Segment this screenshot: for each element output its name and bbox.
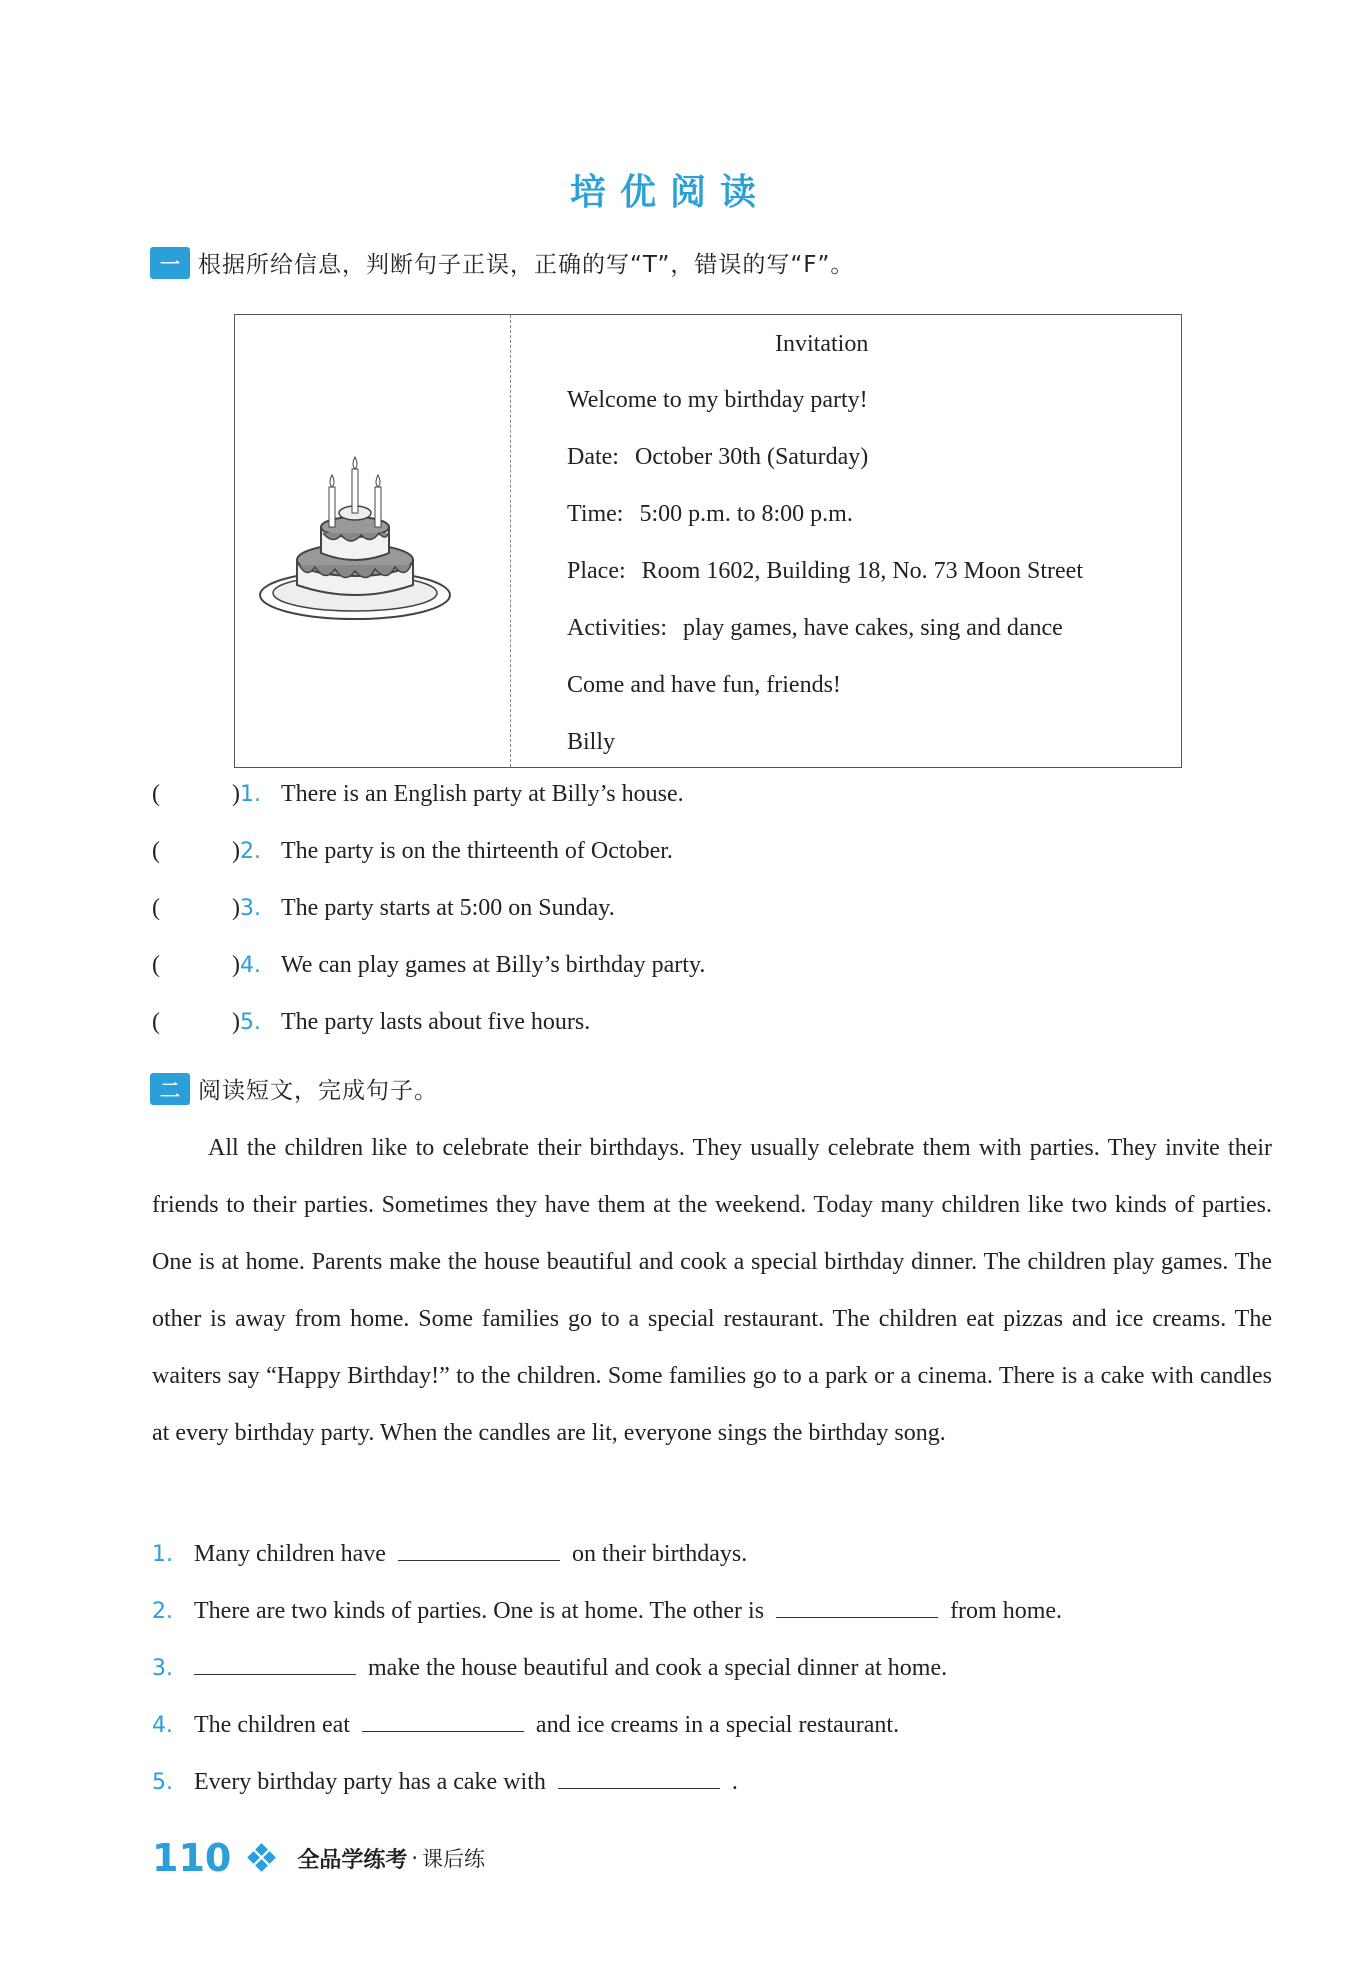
reading-passage: All the children like to celebrate their birthdays. They usually celebrate them with parties. They invite their friends to their parties. Sometimes they have them at the weekend. Today many children like two kinds of parties. One is at home. Parents make the house beautiful and cook a special birthday dinner. The children play games. The other is away from home. Some families go to a special restaurant. The children eat pizzas and ice creams. The waiters say “Happy Birthday!” to the children. Some families go to a park or a cinema. There is a cake with candles at every birthday party. When the candles are lit, everyone sings the birthday song. [152, 1135, 1272, 1446]
invitation-card [234, 314, 1182, 768]
question-text: There is an English party at Billy’s house. [281, 781, 684, 807]
invitation-place [567, 558, 1083, 585]
tf-question: ( ) 4. We can play games at Billy’s birthday party. [152, 952, 706, 978]
tf-question: ( ) 1. There is an English party at Billy’s house. [152, 781, 684, 807]
answer-blank[interactable] [194, 1652, 356, 1675]
question-text-before: There are two kinds of parties. One is at home. The other is [194, 1598, 765, 1624]
fill-question [152, 1538, 747, 1568]
section-2-header [150, 1072, 438, 1105]
activities-value: play games, have cakes, sing and dance [682, 615, 1063, 641]
answer-blank[interactable] [398, 1538, 560, 1561]
question-text: The party is on the thirteenth of October. [281, 838, 673, 864]
question-number: 2. [240, 839, 261, 864]
fill-question [152, 1766, 738, 1796]
page-number: 110 [152, 1836, 232, 1880]
answer-blank[interactable] [558, 1766, 720, 1789]
answer-blank[interactable]: ( [152, 1009, 160, 1035]
answer-blank[interactable]: ( [152, 952, 160, 978]
invitation-signature: Billy [567, 729, 616, 755]
birthday-cake-image [255, 455, 455, 635]
fill-question [152, 1709, 899, 1739]
question-text-before: Every birthday party has a cake with [194, 1769, 546, 1795]
question-number: 4. [240, 953, 261, 978]
place-label: Place: [567, 558, 626, 584]
brand-name: 全品学练考 [297, 1847, 408, 1873]
question-number: 5. [152, 1770, 173, 1795]
question-number: 3. [152, 1656, 173, 1681]
invitation-activities [567, 615, 1063, 642]
question-number: 2. [152, 1599, 173, 1624]
question-text: The party lasts about five hours. [281, 1009, 591, 1035]
question-text-after: on their birthdays. [571, 1541, 748, 1567]
invitation-closing: Come and have fun, friends! [567, 672, 841, 698]
question-number: 5. [240, 1010, 261, 1035]
question-text: The party starts at 5:00 on Sunday. [281, 895, 615, 921]
place-value: Room 1602, Building 18, No. 73 Moon Street [641, 558, 1083, 584]
question-text-after: and ice creams in a special restaurant. [535, 1712, 900, 1738]
page-title: 培优阅读 [569, 172, 770, 213]
question-text-before: Many children have [194, 1541, 386, 1567]
question-text-before: The children eat [194, 1712, 350, 1738]
answer-blank[interactable]: ( [152, 781, 160, 807]
fill-question [152, 1652, 947, 1682]
diamond-icon [249, 1845, 275, 1871]
time-value: 5:00 p.m. to 8:00 p.m. [639, 501, 853, 527]
question-number: 1. [240, 782, 261, 807]
page [20, 18, 1320, 1948]
date-value: October 30th (Saturday) [634, 444, 869, 470]
brand-subtitle: 课后练 [422, 1847, 486, 1871]
time-label: Time: [567, 501, 624, 527]
tf-question: ( ) 5. The party lasts about five hours. [152, 1009, 591, 1035]
answer-blank[interactable]: ( [152, 895, 160, 921]
dashed-divider [510, 315, 511, 767]
question-text-after: from home. [950, 1598, 1063, 1624]
section-1-header [150, 246, 854, 279]
invitation-time [567, 501, 853, 528]
section-1-badge: 一 [150, 247, 190, 279]
question-number: 3. [240, 896, 261, 921]
invitation-title: Invitation [775, 331, 869, 357]
answer-blank[interactable]: ( [152, 838, 160, 864]
section-1-instruction: 根据所给信息，判断句子正误，正确的写“T”，错误的写“F”。 [198, 252, 855, 278]
section-2-instruction: 阅读短文，完成句子。 [198, 1078, 438, 1104]
date-label: Date: [567, 444, 619, 470]
tf-question: ( ) 2. The party is on the thirteenth of October. [152, 838, 673, 864]
tf-question: ( ) 3. The party starts at 5:00 on Sunday. [152, 895, 615, 921]
question-text-after: make the house beautiful and cook a special dinner at home. [368, 1655, 948, 1681]
invitation-welcome: Welcome to my birthday party! [567, 387, 868, 413]
question-text: We can play games at Billy’s birthday party. [281, 952, 706, 978]
activities-label: Activities: [567, 615, 667, 641]
question-text-after: . [731, 1769, 738, 1795]
section-2-badge: 二 [150, 1073, 190, 1105]
invitation-date [567, 444, 868, 471]
fill-question [152, 1595, 1062, 1625]
answer-blank[interactable] [362, 1709, 524, 1732]
brand-separator: · [411, 1846, 419, 1870]
question-number: 4. [152, 1713, 173, 1738]
question-number: 1. [152, 1542, 173, 1567]
page-footer [152, 1836, 485, 1880]
answer-blank[interactable] [776, 1595, 938, 1618]
